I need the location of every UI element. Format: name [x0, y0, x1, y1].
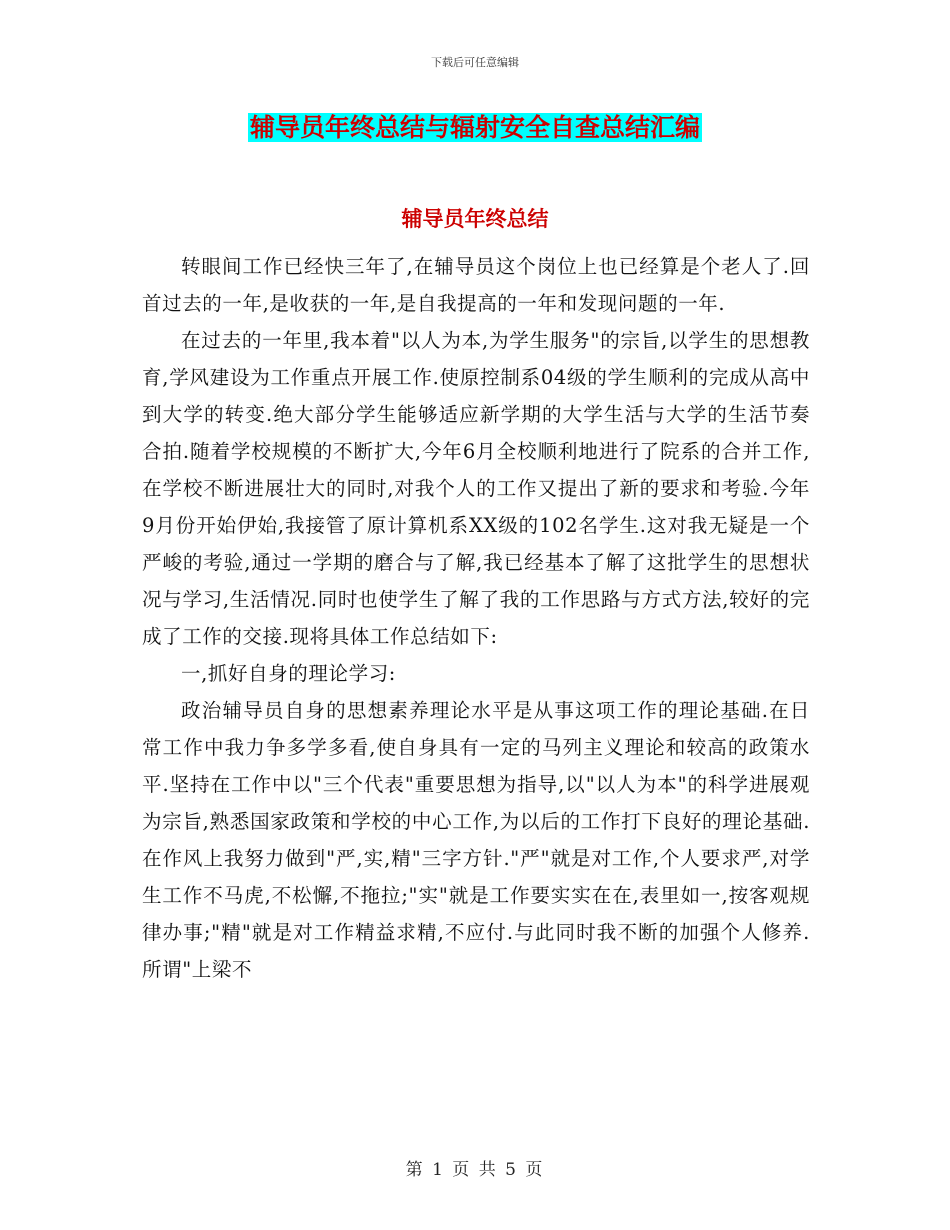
section-title: 辅导员年终总结 [401, 207, 549, 231]
paragraph-overview: 在过去的一年里,我本着"以人为本,为学生服务"的宗旨,以学生的思想教育,学风建设为工作重点开展工作.使原控制系04级的学生顺利的完成从高中到大学的转变.绝大部分学生能够适应新学期的大学生活与大学的生活节奏合拍.随着学校规模的不断扩大,今年6月全校顺利地进行了院系的合并工作,在学校不断进展壮大的同时,对我个人的工作又提出了新的要求和考验.今年9月份开始伊始,我接管了原计算机系XX级的102名学生.这对我无疑是一个严峻的考验,通过一学期的磨合与了解,我已经基本了解了这批学生的思想状况与学习,生活情况.同时也使学生了解了我的工作思路与方式方法,较好的完成了工作的交接.现将具体工作总结如下: [142, 329, 810, 648]
header-note: 下载后可任意编辑 [431, 56, 519, 69]
document-title [0, 112, 950, 144]
document-title-text: 辅导员年终总结与辐射安全自查总结汇编 [249, 113, 700, 142]
paragraph-heading-1: 一,抓好自身的理论学习: [181, 662, 396, 685]
paragraph-intro: 转眼间工作已经快三年了,在辅导员这个岗位上也已经算是个老人了.回首过去的一年,是收获的一年,是自我提高的一年和发现问题的一年. [142, 255, 810, 315]
paragraph-theory: 政治辅导员自身的思想素养理论水平是从事这项工作的理论基础.在日常工作中我力争多学多看,使自身具有一定的马列主义理论和较高的政策水平.坚持在工作中以"三个代表"重要思想为指导,以"以人为本"的科学进展观为宗旨,熟悉国家政策和学校的中心工作,为以后的工作打下良好的理论基础.在作风上我努力做到"严,实,精"三字方针."严"就是对工作,个人要求严,对学生工作不马虎,不松懈,不拖拉;"实"就是工作要实实在在,表里如一,按客观规律办事;"精"就是对工作精益求精,不应付.与此同时我不断的加强个人修养.所谓"上梁不 [142, 699, 810, 981]
body-text [142, 248, 810, 988]
page-footer: 第 1 页 共 5 页 [405, 1160, 545, 1180]
